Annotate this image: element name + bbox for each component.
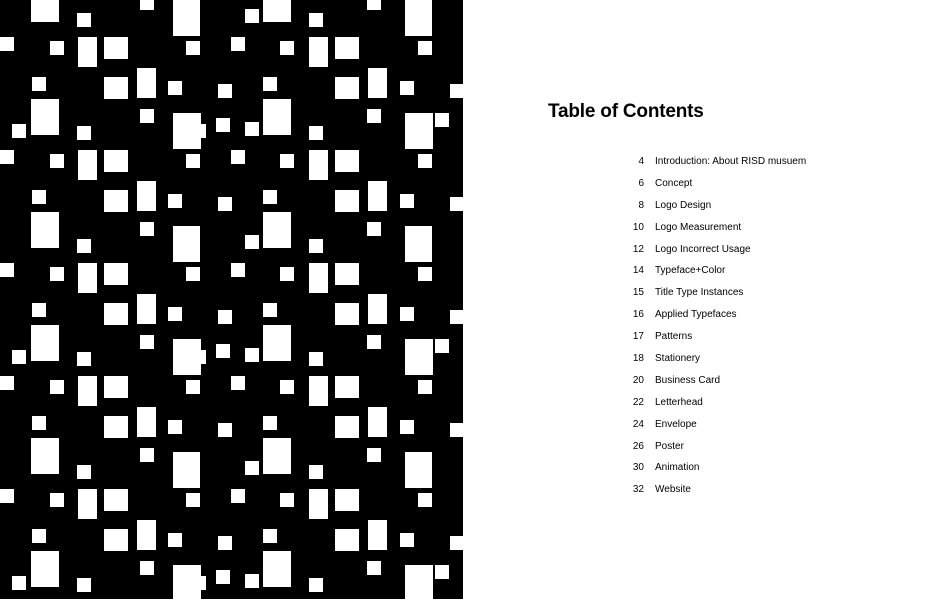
pattern-block <box>168 533 182 547</box>
pattern-block <box>309 352 323 366</box>
pattern-block <box>173 565 201 599</box>
pattern-block <box>263 99 291 135</box>
pattern-block <box>309 578 323 592</box>
pattern-block <box>245 348 259 362</box>
toc-entry[interactable] <box>620 287 806 309</box>
pattern-block <box>32 303 46 317</box>
pattern-block <box>245 9 259 23</box>
toc-page-number: 17 <box>632 331 644 343</box>
pattern-block <box>309 13 323 27</box>
pattern-block <box>78 489 97 519</box>
toc-entry-title: Typeface+Color <box>655 265 726 277</box>
pattern-block <box>0 376 14 390</box>
pattern-block <box>173 452 200 488</box>
pattern-block <box>50 267 64 281</box>
pattern-block <box>263 303 277 317</box>
pattern-block <box>104 489 128 511</box>
pattern-block <box>218 310 232 324</box>
toc-entry-title: Introduction: About RISD musuem <box>655 156 807 167</box>
toc-entry[interactable] <box>620 397 806 419</box>
pattern-block <box>335 529 359 551</box>
pattern-block <box>309 376 328 406</box>
toc-entry-title: Patterns <box>655 331 693 343</box>
pattern-block <box>400 533 414 547</box>
pattern-block <box>104 376 128 398</box>
pattern-block <box>32 416 46 430</box>
pattern-block <box>367 0 381 10</box>
pattern-block <box>104 190 128 212</box>
pattern-block <box>104 416 128 438</box>
pattern-block <box>335 150 359 172</box>
pattern-block <box>32 529 46 543</box>
pattern-block <box>263 212 291 248</box>
toc-entry[interactable] <box>620 484 806 506</box>
toc-entry-title: Business Card <box>655 374 721 386</box>
pattern-block <box>367 109 381 123</box>
pattern-block <box>137 181 156 211</box>
toc-entry-title: Stationery <box>655 353 701 365</box>
pattern-block <box>309 239 323 253</box>
pattern-block <box>309 37 328 67</box>
toc-page-number: 8 <box>638 199 644 211</box>
toc-entry[interactable] <box>620 441 806 463</box>
pattern-block <box>186 154 200 168</box>
pattern-block <box>335 263 359 285</box>
toc-entry[interactable] <box>620 244 806 266</box>
toc-page-number: 6 <box>638 177 644 189</box>
pattern-block <box>137 68 156 98</box>
pattern-block <box>367 561 381 575</box>
toc-entry-title: Concept <box>655 177 693 189</box>
pattern-block <box>50 154 64 168</box>
toc-page-number: 22 <box>632 396 644 408</box>
pattern-block <box>400 420 414 434</box>
toc-entry-title: Applied Typefaces <box>655 309 737 321</box>
pattern-block <box>12 350 26 364</box>
toc-entry-title: Logo Measurement <box>655 221 742 233</box>
pattern-block <box>435 565 449 579</box>
toc-entry[interactable] <box>620 156 806 178</box>
pattern-block <box>12 124 26 138</box>
pattern-block <box>309 263 328 293</box>
pattern-block <box>450 197 463 211</box>
pattern-block <box>335 190 359 212</box>
toc-entry[interactable] <box>620 331 806 353</box>
pattern-block <box>263 529 277 543</box>
pattern-block <box>335 416 359 438</box>
pattern-block <box>104 37 128 59</box>
toc-page-number: 16 <box>632 309 644 321</box>
toc-entry-title: Logo Design <box>655 199 712 211</box>
pattern-block <box>137 520 156 550</box>
pattern-block <box>245 461 259 475</box>
pattern-block <box>309 150 328 180</box>
pattern-block <box>450 423 463 437</box>
pattern-block <box>137 294 156 324</box>
pattern-block <box>0 37 14 51</box>
pattern-block <box>31 0 59 22</box>
pattern-block <box>450 310 463 324</box>
decorative-pattern-panel <box>0 0 463 599</box>
pattern-block <box>45 344 59 358</box>
pattern-block <box>418 41 432 55</box>
toc-heading: Table of Contents <box>548 101 704 122</box>
toc-list <box>620 156 806 506</box>
pattern-block <box>31 212 59 248</box>
toc-entry[interactable] <box>620 353 806 375</box>
toc-page-number: 32 <box>632 484 644 496</box>
pattern-block <box>309 465 323 479</box>
toc-page-number: 14 <box>632 265 644 277</box>
toc-entry[interactable] <box>620 419 806 441</box>
pattern-block <box>280 41 294 55</box>
pattern-block <box>309 126 323 140</box>
pattern-block <box>309 489 328 519</box>
pattern-block <box>263 438 291 474</box>
pattern-block <box>231 376 245 390</box>
pattern-block <box>367 448 381 462</box>
toc-page-number: 26 <box>632 440 644 452</box>
pattern-block <box>335 376 359 398</box>
toc-entry-title: Title Type Instances <box>655 287 744 299</box>
toc-entry[interactable] <box>620 200 806 222</box>
pattern-block <box>50 493 64 507</box>
pattern-block <box>367 222 381 236</box>
pattern-block <box>218 536 232 550</box>
pattern-block <box>418 154 432 168</box>
pattern-block <box>245 574 259 588</box>
toc-entry[interactable] <box>620 265 806 287</box>
pattern-block <box>77 126 91 140</box>
pattern-block <box>45 570 59 584</box>
pattern-block <box>245 235 259 249</box>
pattern-block <box>78 37 97 67</box>
pattern-block <box>50 41 64 55</box>
pattern-block <box>335 303 359 325</box>
pattern-block <box>77 578 91 592</box>
pattern-block <box>405 565 433 599</box>
pattern-block <box>168 194 182 208</box>
pattern-block <box>168 420 182 434</box>
pattern-block <box>216 344 230 358</box>
pattern-block <box>263 190 277 204</box>
pattern-block <box>186 380 200 394</box>
pattern-block <box>400 81 414 95</box>
pattern-block <box>77 352 91 366</box>
pattern-block <box>218 84 232 98</box>
pattern-block <box>168 307 182 321</box>
pattern-block <box>31 438 59 474</box>
pattern-block <box>405 113 433 149</box>
pattern-block <box>367 335 381 349</box>
pattern-block <box>405 0 432 36</box>
toc-entry[interactable] <box>620 375 806 397</box>
pattern-block <box>405 339 433 375</box>
pattern-block <box>137 407 156 437</box>
pattern-block <box>0 150 14 164</box>
pattern-block <box>231 489 245 503</box>
toc-entry-title: Letterhead <box>655 396 703 408</box>
pattern-block <box>104 303 128 325</box>
pattern-block <box>140 222 154 236</box>
toc-page-number: 18 <box>632 353 644 365</box>
pattern-block <box>280 267 294 281</box>
pattern-block <box>405 452 432 488</box>
pattern-block <box>263 551 291 587</box>
pattern-block <box>173 226 200 262</box>
pattern-block <box>140 0 154 10</box>
pattern-block <box>173 0 200 36</box>
pattern-block <box>400 307 414 321</box>
pattern-block <box>335 37 359 59</box>
pattern-block <box>140 561 154 575</box>
pattern-block <box>186 267 200 281</box>
toc-page-number: 24 <box>632 418 644 430</box>
toc-page-number: 4 <box>638 156 644 167</box>
pattern-block <box>104 150 128 172</box>
pattern-block <box>32 190 46 204</box>
pattern-block <box>231 150 245 164</box>
pattern-block <box>280 380 294 394</box>
pattern-block <box>263 0 291 22</box>
pattern-block <box>140 448 154 462</box>
pattern-block <box>50 380 64 394</box>
block-pattern <box>0 0 463 599</box>
pattern-block <box>186 41 200 55</box>
toc-entry-title: Logo Incorrect Usage <box>655 243 751 255</box>
pattern-block <box>263 416 277 430</box>
pattern-block <box>104 263 128 285</box>
pattern-block <box>418 267 432 281</box>
pattern-block <box>368 181 387 211</box>
toc-page-number: 12 <box>632 243 644 255</box>
toc-entry-title: Animation <box>655 462 700 474</box>
pattern-block <box>216 570 230 584</box>
pattern-block <box>140 109 154 123</box>
pattern-block <box>435 339 449 353</box>
pattern-block <box>216 118 230 132</box>
pattern-block <box>104 77 128 99</box>
pattern-block <box>173 339 201 375</box>
pattern-block <box>45 118 59 132</box>
pattern-block <box>335 77 359 99</box>
toc-page-number: 15 <box>632 287 644 299</box>
pattern-block <box>186 493 200 507</box>
pattern-block <box>231 263 245 277</box>
pattern-block <box>140 335 154 349</box>
pattern-block <box>280 493 294 507</box>
toc-entry[interactable] <box>620 462 806 484</box>
pattern-block <box>104 529 128 551</box>
toc-entry[interactable] <box>620 309 806 331</box>
toc-page-number: 20 <box>632 374 644 386</box>
pattern-block <box>231 37 245 51</box>
pattern-block <box>173 113 201 149</box>
toc-entry[interactable] <box>620 222 806 244</box>
pattern-block <box>77 13 91 27</box>
pattern-block <box>218 197 232 211</box>
pattern-block <box>368 407 387 437</box>
pattern-block <box>418 380 432 394</box>
pattern-block <box>263 77 277 91</box>
pattern-block <box>78 376 97 406</box>
pattern-block <box>368 294 387 324</box>
pattern-block <box>77 239 91 253</box>
pattern-block <box>245 122 259 136</box>
pattern-block <box>168 81 182 95</box>
pattern-block <box>405 226 432 262</box>
pattern-block <box>78 150 97 180</box>
pattern-block <box>78 263 97 293</box>
pattern-block <box>77 465 91 479</box>
pattern-block <box>450 84 463 98</box>
pattern-block <box>368 520 387 550</box>
pattern-block <box>418 493 432 507</box>
toc-page-number: 30 <box>632 462 644 474</box>
toc-entry-title: Envelope <box>655 418 697 430</box>
pattern-block <box>435 113 449 127</box>
pattern-block <box>335 489 359 511</box>
pattern-block <box>12 576 26 590</box>
pattern-block <box>400 194 414 208</box>
pattern-block <box>263 325 291 361</box>
pattern-block <box>0 263 14 277</box>
toc-entry-title: Poster <box>655 440 684 452</box>
toc-page-number: 10 <box>632 221 644 233</box>
toc-entry-title: Website <box>655 484 691 496</box>
pattern-block <box>450 536 463 550</box>
pattern-block <box>0 489 14 503</box>
pattern-block <box>218 423 232 437</box>
toc-entry[interactable] <box>620 178 806 200</box>
pattern-block <box>280 154 294 168</box>
pattern-block <box>32 77 46 91</box>
pattern-block <box>368 68 387 98</box>
